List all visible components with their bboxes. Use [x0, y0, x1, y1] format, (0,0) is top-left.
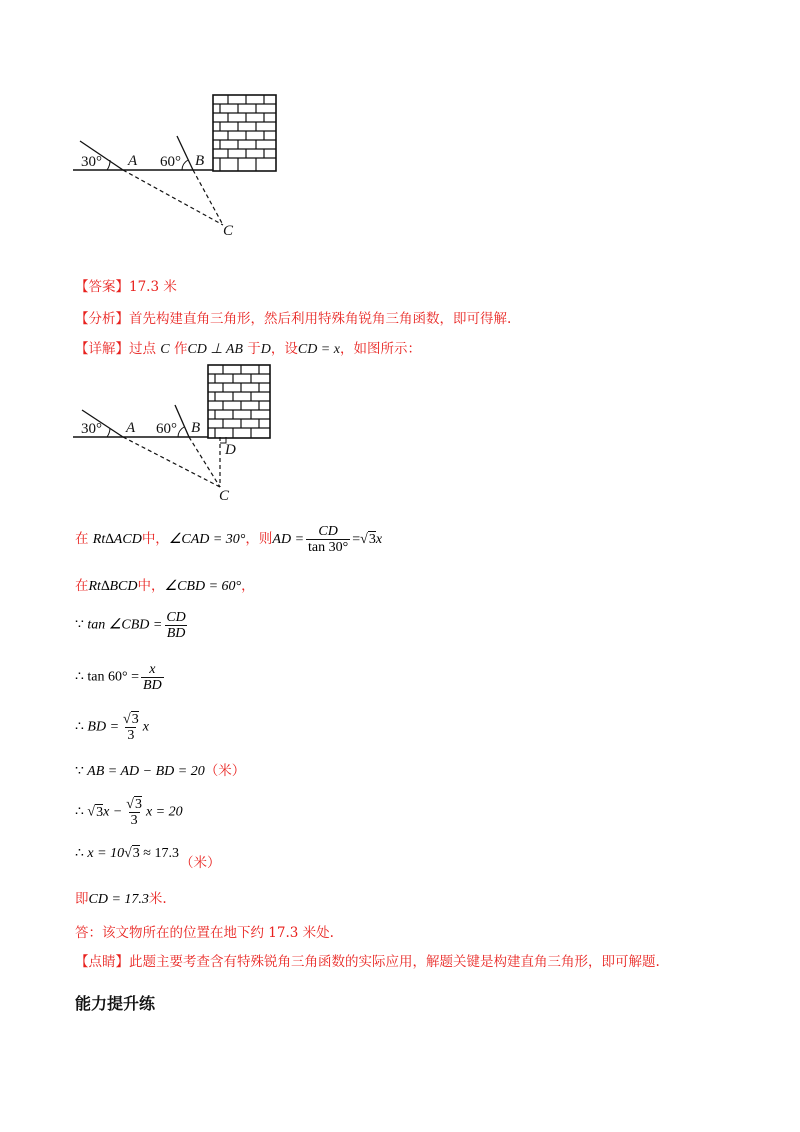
unit-meters: （米）: [204, 763, 246, 779]
answer-value: 17.3 米: [129, 279, 177, 295]
angle-30-label: 30°: [81, 421, 102, 437]
angle-60-label: 60°: [160, 154, 181, 170]
root3-over-3-fraction: [124, 797, 144, 828]
fraction-denominator: BD: [166, 626, 186, 641]
section-heading: 能力提升练: [75, 994, 156, 1013]
sqrt-radicand: 3: [132, 846, 140, 861]
ad-lhs: AD =: [272, 532, 305, 547]
detail-text-3: 于: [247, 341, 261, 357]
x-equals: x = 10: [87, 846, 125, 861]
point-d-label: D: [225, 442, 236, 458]
fraction-denominator: tan 30°: [308, 540, 349, 555]
point-c-label: C: [223, 223, 234, 239]
step-1-text-1: 在: [75, 531, 89, 547]
step-4: [75, 662, 166, 693]
step-3: [75, 610, 190, 641]
tan-cbd-lhs: tan ∠CBD =: [87, 617, 163, 633]
variable-x: x: [375, 532, 383, 547]
fraction-denominator: BD: [143, 678, 162, 693]
comment-line: [75, 953, 660, 971]
triangle-acd: Rt∆ACD: [92, 532, 142, 547]
answer-line: [75, 278, 177, 296]
equation-rhs: x = 20: [145, 804, 183, 820]
therefore-symbol: ∴: [75, 669, 84, 685]
sqrt-radicand: 3: [131, 712, 139, 727]
step-1-text-3: ，则: [245, 531, 273, 547]
therefore-symbol: ∴: [75, 846, 84, 861]
cd-over-tan30-fraction: [306, 524, 350, 555]
detail-text-5: ，如图所示：: [339, 341, 421, 357]
angle-arc-60: [178, 427, 184, 437]
step-2-text-1: 在: [75, 578, 89, 594]
point-d-symbol: D: [260, 342, 271, 357]
angle-cad: ∠CAD = 30°: [168, 532, 246, 547]
cd-value: CD = 17.3: [88, 892, 149, 907]
comment-text: 此题主要考查含有特殊锐角三角函数的实际应用，解题关键是构建直角三角形，即可解题.: [129, 954, 660, 970]
analysis-tag: 【分析】: [75, 311, 129, 327]
bd-lhs: BD =: [87, 719, 120, 735]
angle-60-label: 60°: [156, 421, 177, 437]
step-2-text-2: 中，: [137, 578, 165, 594]
sqrt-symbol: √: [360, 532, 368, 547]
step-9-text-2: 米.: [148, 891, 167, 907]
detail-text-2: 作: [173, 341, 188, 357]
comment-tag: 【点睛】: [75, 954, 129, 970]
dashed-bc: [193, 170, 223, 225]
point-a-label: A: [128, 153, 138, 169]
step-9-text-1: 即: [75, 891, 89, 907]
detail-text-4: ，设: [270, 341, 298, 357]
sqrt-symbol: √: [124, 846, 132, 861]
step-9: [75, 890, 167, 909]
answer-tag: 【答案】: [75, 279, 129, 295]
because-symbol: ∵: [75, 617, 84, 633]
root3-over-3-fraction: [121, 712, 141, 743]
step-1: [75, 524, 382, 555]
variable-x: x: [142, 719, 149, 735]
step-6: [75, 762, 245, 781]
sqrt-radicand: 3: [368, 532, 376, 547]
sqrt-symbol: √: [123, 712, 131, 727]
approx-value: ≈ 17.3: [143, 846, 179, 861]
equals-sign: =: [352, 532, 361, 547]
point-c-symbol: C: [160, 342, 170, 357]
cd-over-bd-fraction: [164, 610, 187, 641]
fraction-numerator: CD: [166, 610, 186, 625]
step-2-text-3: ，: [241, 578, 255, 594]
fraction-denominator: 3: [127, 728, 135, 743]
step-2: [75, 577, 255, 596]
angle-30-label: 30°: [81, 154, 102, 170]
triangle-bcd: Rt∆BCD: [88, 579, 138, 594]
ab-equation: AB = AD − BD = 20: [87, 764, 205, 779]
x-over-bd-fraction: [141, 662, 164, 693]
step-5: [75, 712, 149, 743]
fraction-denominator: 3: [130, 813, 138, 828]
step-8: [75, 845, 179, 863]
sqrt-radicand: 3: [96, 804, 104, 820]
point-b-label: B: [195, 153, 205, 169]
because-symbol: ∵: [75, 764, 84, 779]
fraction-numerator: CD: [318, 524, 338, 539]
angle-cbd: ∠CBD = 60°: [164, 579, 242, 594]
step-7: [75, 797, 183, 828]
figure-2-diagram: [60, 355, 300, 510]
assumption-expr: CD = x: [297, 342, 340, 357]
sqrt-symbol: √: [126, 797, 134, 812]
sqrt-radicand: 3: [134, 797, 142, 812]
fraction-numerator: x: [149, 662, 156, 677]
x-minus: x −: [103, 804, 123, 820]
step-8-unit: （米）: [180, 855, 221, 871]
angle-arc-30: [107, 160, 110, 170]
therefore-symbol: ∴: [75, 719, 84, 735]
wall-block: [213, 95, 276, 171]
point-b-label: B: [191, 420, 201, 436]
detail-text-1: 过点: [129, 341, 156, 357]
step-1-text-2: 中，: [141, 531, 169, 547]
analysis-line: [75, 310, 511, 328]
dashed-ac: [123, 437, 220, 487]
wall-block: [208, 365, 270, 438]
sqrt-symbol: √: [87, 804, 96, 820]
angle-arc-30: [107, 428, 110, 437]
analysis-text: 首先构建直角三角形，然后利用特殊角锐角三角函数，即可得解.: [129, 311, 512, 327]
point-a-label: A: [126, 420, 136, 436]
conclusion-line: 答：该文物所在的位置在地下约 17.3 米处.: [75, 925, 334, 941]
figure-1-diagram: [60, 80, 300, 250]
perpendicular-expr: CD ⊥ AB: [187, 342, 243, 357]
angle-arc-60: [182, 160, 188, 170]
tan60-lhs: tan 60° =: [87, 669, 140, 685]
detail-tag: 【详解】: [75, 341, 129, 357]
therefore-symbol: ∴: [75, 804, 84, 820]
point-c-label: C: [219, 488, 230, 504]
sightline-b: [175, 405, 189, 437]
